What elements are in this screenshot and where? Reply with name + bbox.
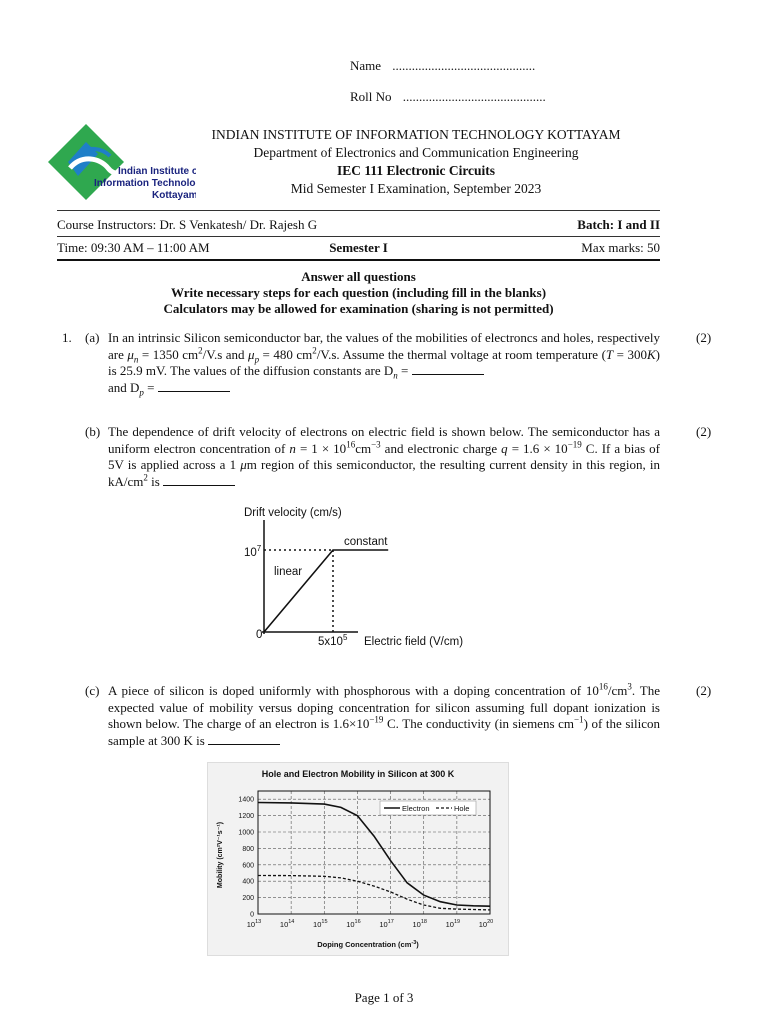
exam-time: Time: 09:30 AM – 11:00 AM [57,240,210,255]
chart1-series-line [264,550,388,632]
logo-text-line3: Kottayam [152,190,196,201]
batch-info: Batch: I and II [577,217,660,232]
question-c-label: (c) [85,683,100,698]
question-number: 1. [62,330,72,345]
institute-heading [200,126,632,198]
question-a-label: (a) [85,330,100,345]
question-b-label: (b) [85,424,101,439]
chart1-annotation-constant: constant [344,536,388,548]
name-field[interactable] [350,58,660,74]
chart2-x-tick-label: $10^{19}$ [445,919,461,929]
department-name: Department of Electronics and Communication Engineering [253,145,579,160]
page-number: Page 1 of 3 [354,990,414,1005]
question-c-marks: (2) [696,683,712,698]
chart2-y-tick-label: 1000 [238,829,254,837]
drift-velocity-chart [236,500,486,652]
chart2-legend-hole: Hole [454,804,470,813]
divider-middle [57,236,660,237]
chart2-y-tick-label: 800 [242,845,254,853]
roll-no-field[interactable] [350,89,660,105]
name-label: Name [350,58,382,73]
chart2-x-tick-label: $10^{14}$ [279,919,295,929]
instructions [57,269,660,317]
question-b-marks: (2) [696,424,712,439]
question-c-text: A piece of silicon is doped uniformly with phosphorous with a doping concentration of $10^{16}/cm^3$. The expected value of mobility versus doping concentration for silicon assuming full dopant ionization is shown below. The charge of an electron is $1.6\times 10^{-19}$ C. The conductivity (in siemens $cm^{-1}$) of the silicon sample at 300 K is [108,681,660,748]
logo-text-line1: Indian Institute of [118,166,196,177]
answer-blank-dp[interactable] [158,380,230,392]
chart2-x-ticks [247,919,493,929]
divider-bottom [57,259,660,261]
chart2-title: Hole and Electron Mobility in Silicon at 300 K [261,769,455,779]
chart2-x-tick-label: $10^{13}$ [246,919,262,929]
instruction-1: Answer all questions [301,269,416,284]
course-name: IEC 111 Electronic Circuits [336,163,496,178]
exam-name: Mid Semester I Examination, September 2023 [290,181,542,196]
chart2-x-label: Doping Concentration $(cm^{-3})$ [317,940,419,949]
chart2-y-tick-label: 200 [242,895,254,903]
chart2-y-tick-label: 1400 [238,796,254,804]
chart1-origin-label: 0 [256,629,263,641]
chart2-series-electron [258,803,490,907]
mobility-chart [207,762,509,956]
chart2-x-tick-label: $10^{17}$ [379,919,394,929]
course-instructors: Course Instructors: Dr. S Venkatesh/ Dr. Rajesh G [57,217,318,232]
chart1-annotation-linear: linear [274,566,303,578]
logo-text-line2: Information Technology [94,178,196,189]
chart2-y-tick-label: 600 [242,862,254,870]
question-a-text: In an intrinsic Silicon semiconductor bar, the values of the mobilities of electroncs and holes, respectively are $\mu_n = 1350$ $cm^2/V.s$ and $\mu_p = 480$ $cm^2/V.s$. Assume the thermal voltage at room temperature (T = 300K) is 25.9 mV. The values of the diffusion constants are $D_n$ = and $D_p$ = [108,330,660,398]
institute-logo [48,124,196,204]
chart1-y-tick: $10^7$ [244,544,262,559]
max-marks: Max marks: 50 [581,240,660,255]
answer-blank-dn[interactable] [412,363,484,375]
chart1-title: Drift velocity (cm/s) [244,507,342,519]
chart2-x-tick-label: $10^{16}$ [346,919,361,929]
chart2-x-tick-label: $10^{20}$ [478,919,494,929]
chart2-x-tick-label: $10^{18}$ [412,919,427,929]
chart1-x-tick: $5x10^5$ [318,633,348,648]
chart2-y-label: Mobility (cm²V⁻¹s⁻¹) [217,821,224,889]
chart2-y-tick-label: 400 [242,878,254,886]
roll-no-label: Roll No [350,89,392,104]
institute-name: INDIAN INSTITUTE OF INFORMATION TECHNOLOGY KOTTAYAM [211,127,621,142]
question-a-marks: (2) [696,330,712,345]
answer-blank-current-density[interactable] [163,474,235,486]
chart2-y-tick-label: 1200 [238,813,254,821]
name-dots: ............................................ [392,58,536,73]
chart2-x-tick-label: $10^{15}$ [313,919,328,929]
divider-top [57,210,660,211]
chart1-x-label: Electric field (V/cm) [364,636,464,648]
roll-no-dots: ............................................ [402,89,546,104]
chart2-y-tick-label: 0 [250,911,254,919]
chart2-legend-electron: Electron [402,804,430,813]
semester-info: Semester I [329,240,388,255]
question-b-text: The dependence of drift velocity of electrons on electric field is shown below. The semiconductor has a uniform electron concentration of $n = 1 \times 10^{16}cm^{-3}$ and electronic charge $q = 1.6 \times 10^{-19}$ C. If a bias of 5V is applied across a 1 μm region of this semiconductor, the resulting current density in this region, in $kA/cm^2$ is [108,424,661,489]
instruction-3: Calculators may be allowed for examination (sharing is not permitted) [163,301,554,316]
instruction-2: Write necessary steps for each question (including fill in the blanks) [170,285,547,300]
answer-blank-conductivity[interactable] [208,733,280,745]
chart2-y-ticks [238,797,254,919]
